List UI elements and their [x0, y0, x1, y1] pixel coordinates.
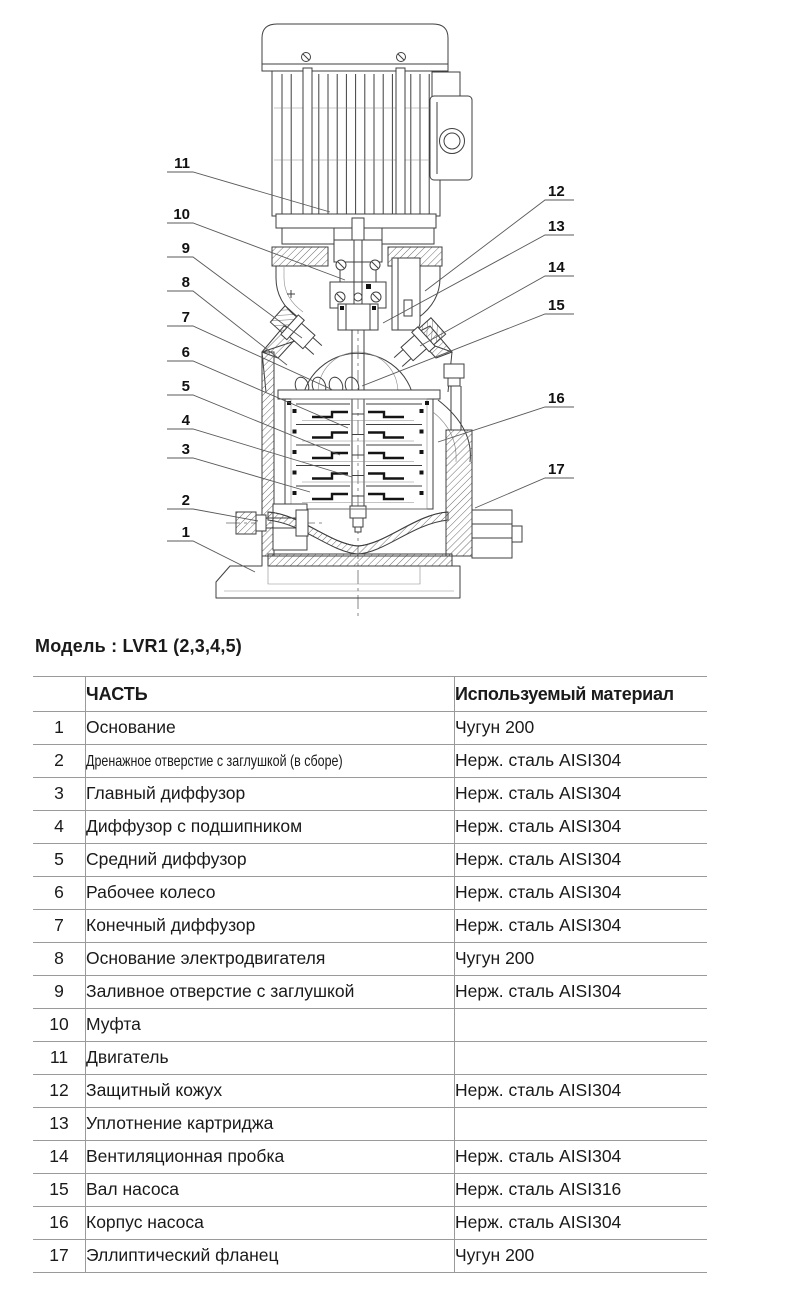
elliptical-flange — [444, 364, 522, 558]
model-title: Модель : LVR1 (2,3,4,5) — [35, 636, 242, 656]
table-row — [33, 1009, 707, 1042]
cell-part: Средний диффузор — [86, 844, 455, 877]
cell-material: Нерж. сталь AISI304 — [455, 750, 622, 771]
callout-number: 15 — [548, 297, 565, 314]
fan-cover — [262, 24, 448, 71]
seal-cartridge — [338, 304, 378, 330]
table-row — [33, 976, 707, 1009]
cell-num: 17 — [33, 1240, 86, 1273]
cell-num: 3 — [33, 778, 86, 811]
table-row — [33, 778, 707, 811]
cell-num: 1 — [33, 712, 86, 745]
callout-number: 16 — [548, 390, 565, 407]
cell-material — [455, 1042, 708, 1075]
table-row — [33, 811, 707, 844]
table-row — [33, 844, 707, 877]
table-row — [33, 1042, 707, 1075]
cell-part: Защитный кожух — [86, 1075, 455, 1108]
table-row — [33, 910, 707, 943]
cell-part: Основание электродвигателя — [86, 943, 455, 976]
cell-material: Нерж. сталь AISI316 — [455, 1179, 622, 1200]
parts-table — [33, 676, 707, 1273]
cell-part: Уплотнение картриджа — [86, 1108, 455, 1141]
cell-material: Нерж. сталь AISI304 — [455, 783, 622, 804]
callout-number: 1 — [181, 524, 190, 541]
pump-cutaway-diagram — [0, 0, 789, 632]
leader-line — [425, 200, 574, 291]
table-row — [33, 1141, 707, 1174]
callout-number: 14 — [548, 259, 565, 276]
callout-number: 3 — [181, 441, 190, 458]
cell-part: Корпус насоса — [86, 1207, 455, 1240]
callout-number: 17 — [548, 461, 565, 478]
tie-rod-right — [396, 68, 405, 218]
callout-number: 8 — [181, 274, 190, 291]
table-row — [33, 1174, 707, 1207]
cell-num: 10 — [33, 1009, 86, 1042]
cell-num: 8 — [33, 943, 86, 976]
leader-line — [167, 541, 255, 572]
callout-number: 4 — [181, 412, 190, 429]
table-row — [33, 943, 707, 976]
cell-part: Эллиптический фланец — [86, 1240, 455, 1273]
cell-part: Главный диффузор — [86, 778, 455, 811]
table-header-row — [33, 677, 707, 712]
tie-rod-left — [303, 68, 312, 218]
cell-part: Вентиляционная пробка — [86, 1141, 455, 1174]
cell-material: Нерж. сталь AISI304 — [455, 915, 622, 936]
cell-material — [455, 1108, 708, 1141]
cell-num: 6 — [33, 877, 86, 910]
table-row — [33, 1108, 707, 1141]
cell-num: 12 — [33, 1075, 86, 1108]
cell-num: 15 — [33, 1174, 86, 1207]
cell-part: Дренажное отверстие с заглушкой (в сборе) — [86, 745, 455, 778]
cell-num: 7 — [33, 910, 86, 943]
cell-material: Чугун 200 — [455, 948, 535, 969]
table-row — [33, 745, 707, 778]
leader-line — [167, 429, 352, 477]
leader-line — [167, 458, 310, 492]
callout-number: 2 — [181, 492, 190, 509]
cell-material: Нерж. сталь AISI304 — [455, 816, 622, 837]
cell-part: Заливное отверстие с заглушкой — [86, 976, 455, 1009]
cell-material: Чугун 200 — [455, 717, 535, 738]
leader-line — [475, 478, 574, 508]
cell-part: Рабочее колесо — [86, 877, 455, 910]
cell-num: 11 — [33, 1042, 86, 1075]
table-row — [33, 1207, 707, 1240]
coupling — [330, 240, 386, 308]
callout-number: 9 — [181, 240, 190, 257]
callout-number: 11 — [174, 155, 190, 172]
cell-num: 4 — [33, 811, 86, 844]
table-row — [33, 877, 707, 910]
cell-part: Вал насоса — [86, 1174, 455, 1207]
cell-num: 16 — [33, 1207, 86, 1240]
header-num — [33, 677, 86, 712]
cell-material: Чугун 200 — [455, 1245, 535, 1266]
shaft-nut — [350, 506, 366, 518]
cell-material: Нерж. сталь AISI304 — [455, 1212, 622, 1233]
cell-part: Муфта — [86, 1009, 455, 1042]
table-row — [33, 1240, 707, 1273]
cell-num: 9 — [33, 976, 86, 1009]
cell-num: 5 — [33, 844, 86, 877]
callout-number: 12 — [548, 183, 565, 200]
cell-part: Двигатель — [86, 1042, 455, 1075]
cell-part: Диффузор с подшипником — [86, 811, 455, 844]
parts-table-body — [33, 712, 707, 1273]
callout-number: 7 — [181, 309, 190, 326]
cell-material: Нерж. сталь AISI304 — [455, 849, 622, 870]
terminal-box — [430, 96, 472, 180]
cell-num: 14 — [33, 1141, 86, 1174]
table-row — [33, 1075, 707, 1108]
callout-number: 5 — [181, 378, 190, 395]
callout-number: 10 — [173, 206, 190, 223]
cell-material — [455, 1009, 708, 1042]
coupling-guard — [392, 258, 420, 330]
cell-material: Нерж. сталь AISI304 — [455, 882, 622, 903]
cell-material: Нерж. сталь AISI304 — [455, 1080, 622, 1101]
motor-body — [272, 68, 472, 218]
cell-num: 2 — [33, 745, 86, 778]
header-part: ЧАСТЬ — [86, 677, 455, 712]
cell-material: Нерж. сталь AISI304 — [455, 1146, 622, 1167]
cell-part: Основание — [86, 712, 455, 745]
callout-number: 6 — [181, 344, 190, 361]
header-material: Используемый материал — [455, 684, 674, 704]
callout-number: 13 — [548, 218, 565, 235]
cell-material: Нерж. сталь AISI304 — [455, 981, 622, 1002]
cell-num: 13 — [33, 1108, 86, 1141]
cell-part: Конечный диффузор — [86, 910, 455, 943]
table-row — [33, 712, 707, 745]
